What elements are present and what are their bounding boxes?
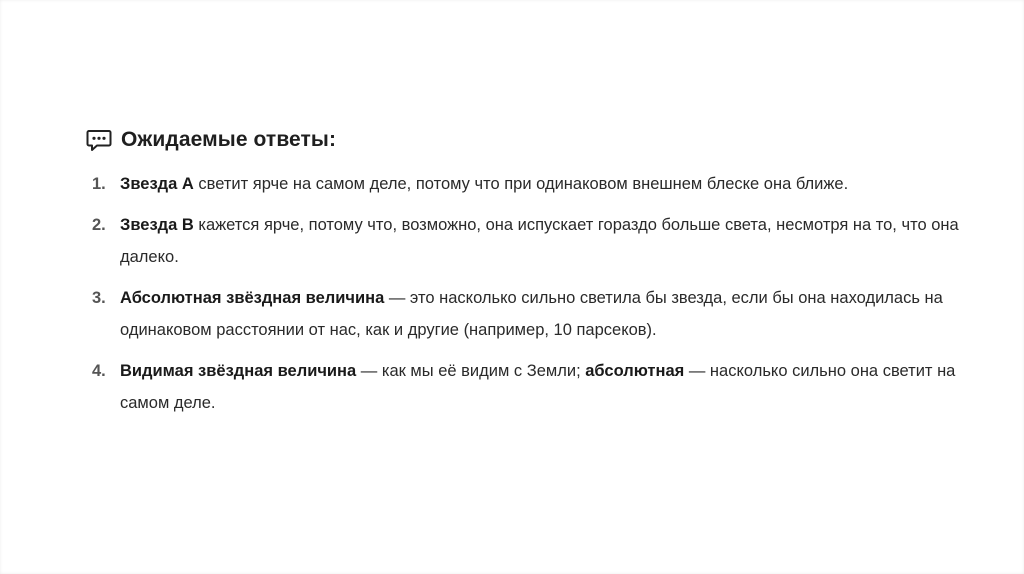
answer-text: светит ярче на самом деле, потому что при одинаковом внешнем блеске она ближе. [193,175,849,193]
list-item [92,168,972,200]
list-item-number: 4. [92,362,106,380]
answer-text-secondary: — насколько сильно она светит на самом деле. [120,362,956,412]
list-item-number: 1. [92,175,106,193]
section-heading [86,127,336,153]
answers-list [92,168,972,428]
list-item [92,355,972,419]
heading-title: Ожидаемые ответы: [121,128,337,151]
answer-text: — как мы её видим с Земли; [356,362,586,380]
list-item [92,209,972,273]
list-item [92,282,972,346]
list-item-number: 3. [92,289,106,307]
answer-term: Абсолютная звёздная величина [120,289,385,307]
speech-bubble-icon [86,127,112,153]
answer-term-secondary: абсолютная [585,362,685,380]
answer-text: кажется ярче, потому что, возможно, она испускает гораздо больше света, несмотря на то, что она далеко. [120,216,959,266]
answer-term: Звезда A [120,175,194,193]
list-item-number: 2. [92,216,106,234]
answer-term: Видимая звёздная величина [120,362,357,380]
answer-text: — это насколько сильно светила бы звезда, если бы она находилась на одинаковом расстоянии от нас, как и другие (например, 10 парсеков). [120,289,943,339]
answer-term: Звезда B [120,216,194,234]
